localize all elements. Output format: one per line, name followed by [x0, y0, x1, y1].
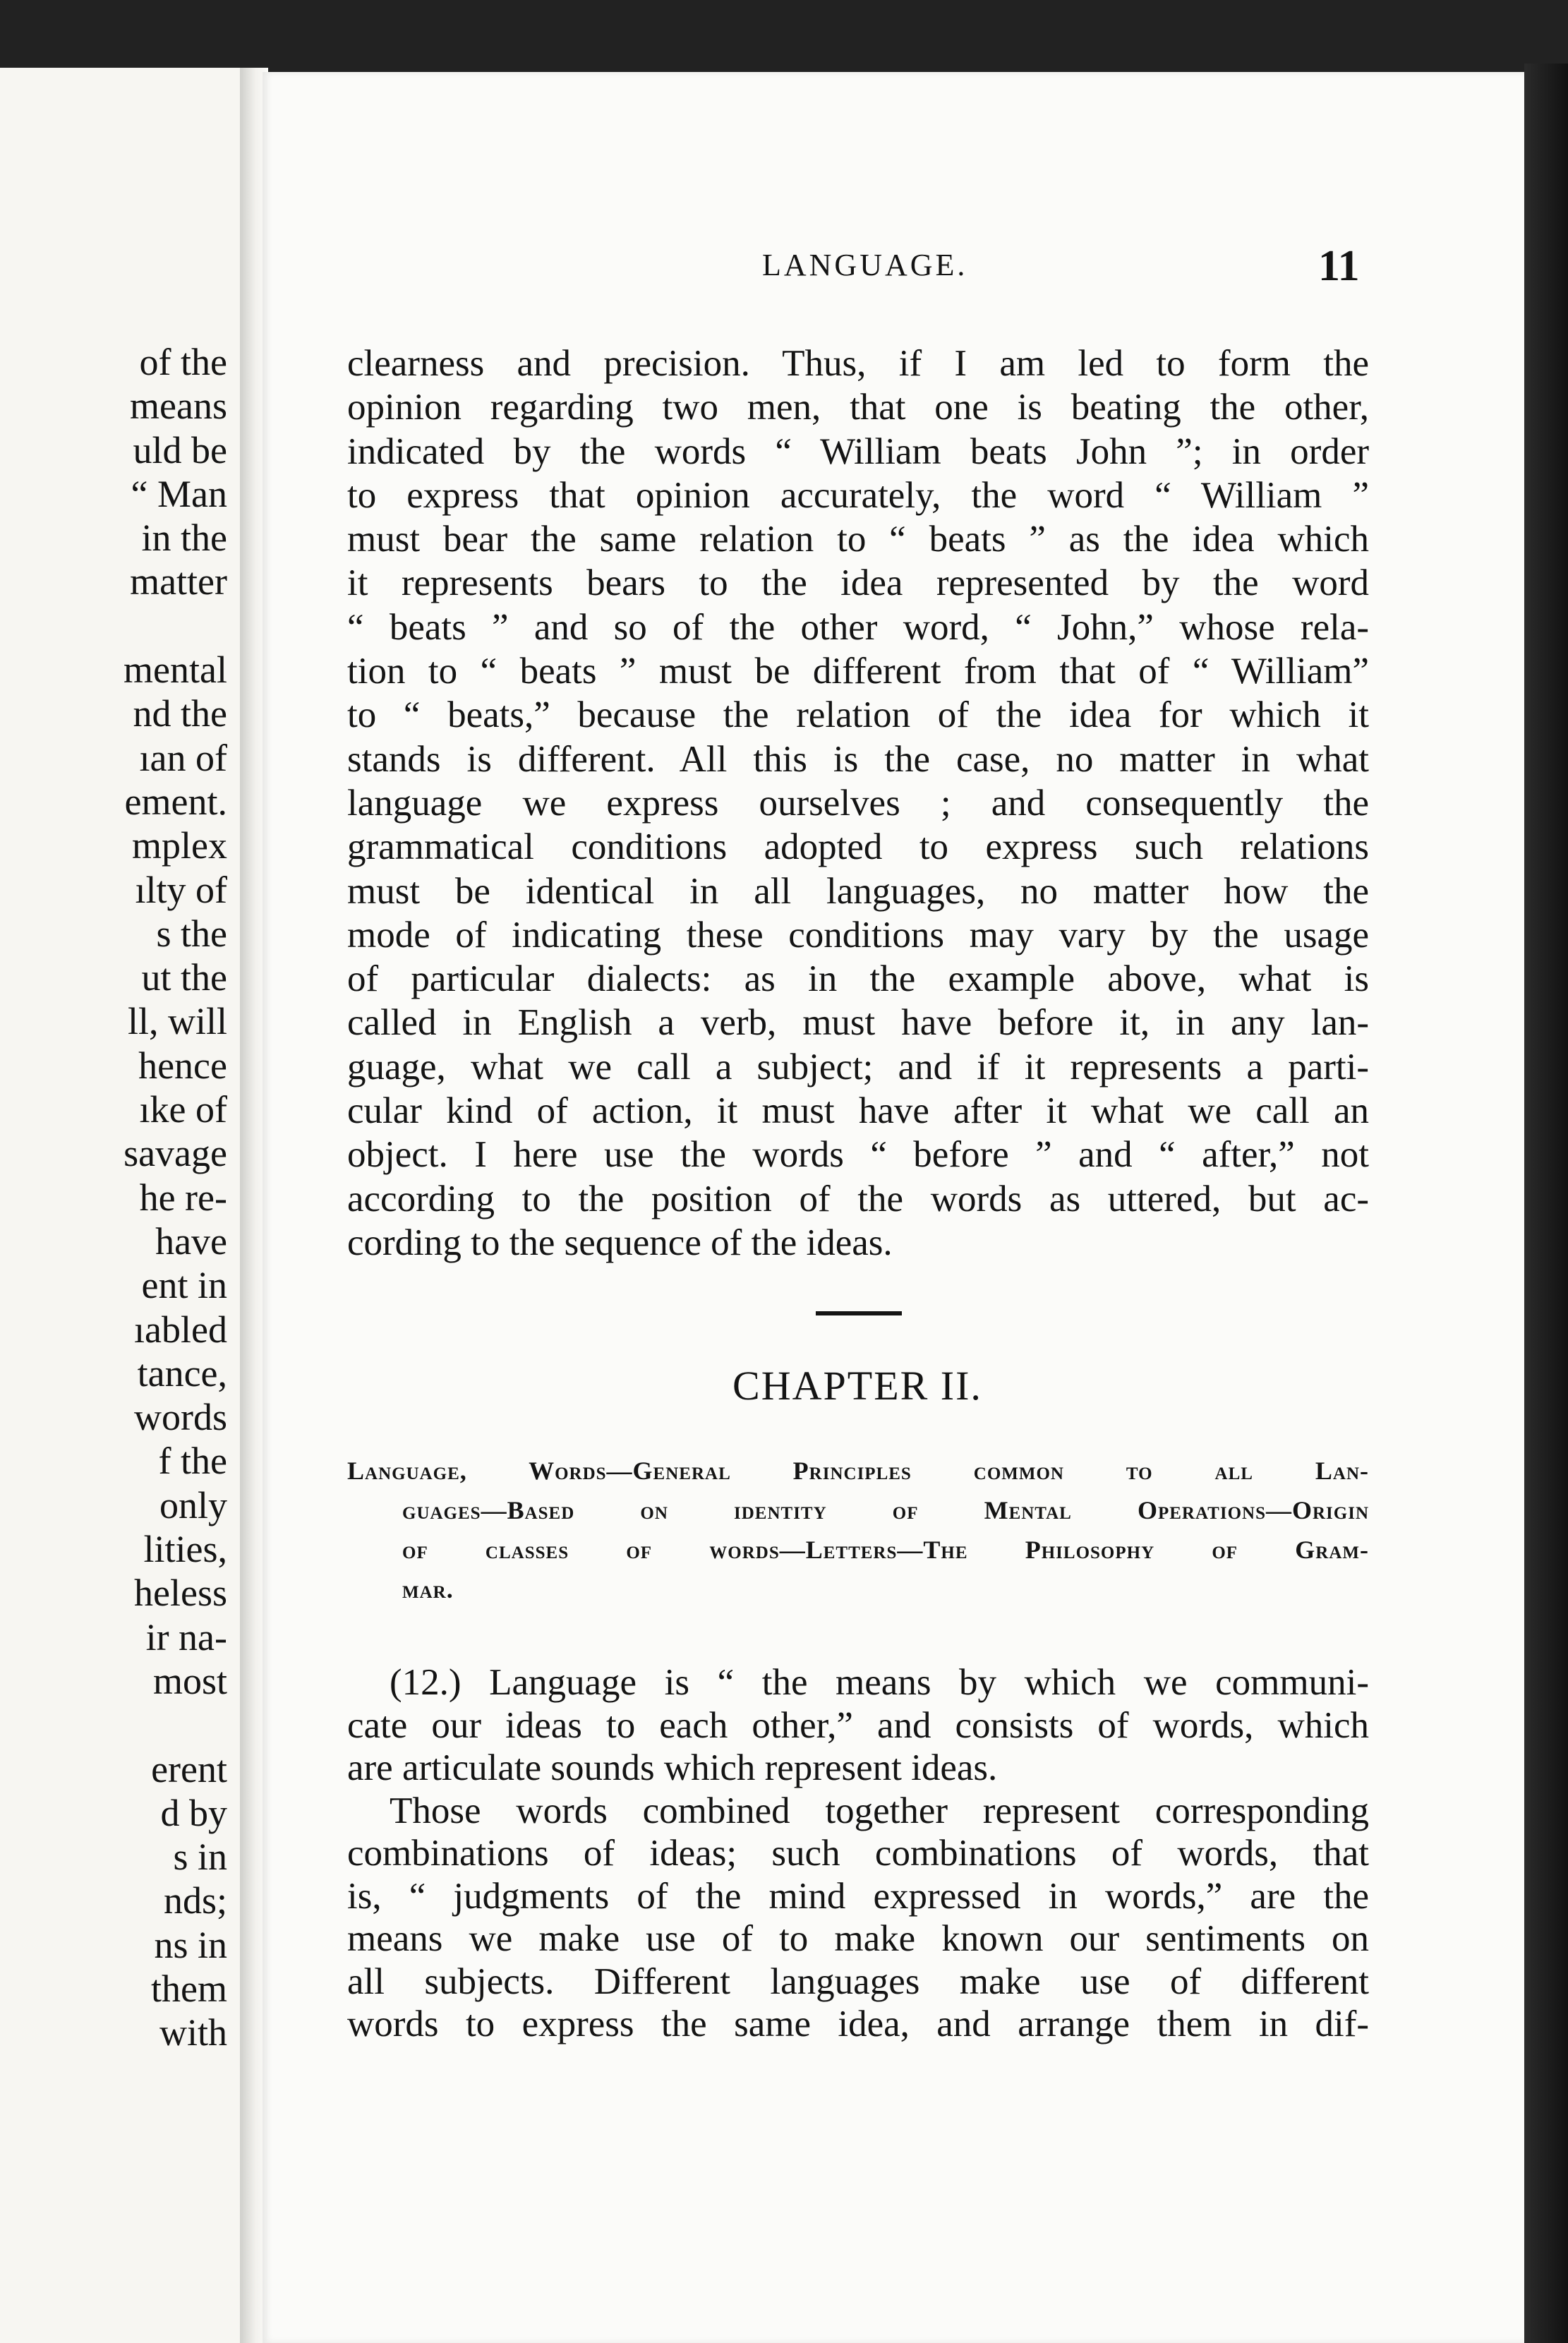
text-line: tion to “ beats ” must be different from that of “ William” — [347, 651, 1369, 692]
fragment-line: ir na- — [145, 1615, 227, 1658]
text-line: object. I here use the words “ before ” and “ after,” not — [347, 1134, 1369, 1176]
fragment-line: tance, — [137, 1351, 227, 1395]
fragment-line: them — [151, 1967, 227, 2010]
text-line: guage, what we call a subject; and if it represents a parti- — [347, 1046, 1369, 1088]
text-line: to “ beats,” because the relation of the idea for which it — [347, 694, 1369, 736]
fragment-line: s in — [173, 1836, 227, 1879]
running-title: LANGUAGE. — [762, 248, 968, 282]
fragment-line: f the — [158, 1440, 227, 1483]
fragment-line: of the — [139, 341, 227, 383]
fragment-line: uld be — [133, 428, 227, 471]
fragment-line: words — [134, 1396, 227, 1439]
synopsis-line: of classes of words—Letters—The Philosophy of Gram- — [402, 1536, 1369, 1564]
text-line: mode of indicating these conditions may vary by the usage — [347, 914, 1369, 956]
fragment-line: most — [152, 1659, 227, 1702]
fragment-line: hence — [138, 1044, 227, 1087]
text-line: it represents bears to the idea represented by the word — [347, 562, 1369, 604]
fragment-line — [123, 1703, 227, 1747]
fragment-line: in the — [141, 517, 227, 560]
text-line: to express that opinion accurately, the word “ William ” — [347, 474, 1369, 516]
text-line: Those words combined together represent corresponding — [390, 1790, 1369, 1831]
fragment-line: ut the — [141, 956, 227, 999]
text-line: stands is different. All this is the case, no matter in what — [347, 738, 1369, 780]
paragraph-continued — [347, 342, 1369, 1265]
fragment-line: ement. — [124, 780, 227, 823]
synopsis-line: mar. — [402, 1575, 454, 1603]
fragment-line: matter — [130, 560, 227, 603]
text-line: must bear the same relation to “ beats ” as the idea which — [347, 519, 1369, 560]
fragment-line: ıan of — [139, 736, 227, 779]
text-line: opinion regarding two men, that one is beating the other, — [347, 387, 1369, 428]
text-line: cate our ideas to each other,” and consists of words, which — [347, 1704, 1369, 1746]
chapter-synopsis — [347, 1451, 1369, 1609]
text-line: combinations of ideas; such combinations of words, that — [347, 1833, 1369, 1874]
text-line: cular kind of action, it must have after it what we call an — [347, 1090, 1369, 1132]
fragment-line: heless — [134, 1572, 227, 1615]
text-line: all subjects. Different languages make use of different — [347, 1960, 1369, 2002]
text-line: grammatical conditions adopted to express such relations — [347, 826, 1369, 868]
fragment-line: only — [159, 1483, 227, 1526]
fragment-line: have — [155, 1219, 227, 1263]
text-line: clearness and precision. Thus, if I am led to form the — [347, 343, 1369, 384]
text-line: cording to the sequence of the ideas. — [347, 1222, 893, 1263]
fragment-line: ent in — [141, 1264, 227, 1307]
fragment-line: means — [130, 385, 227, 428]
fragment-line: ns in — [154, 1923, 227, 1966]
text-line: of particular dialects: as in the example above, what is — [347, 958, 1369, 1000]
fragment-line: “ Man — [131, 472, 227, 515]
fragment-line: lities, — [143, 1528, 227, 1571]
text-line: must be identical in all languages, no matter how the — [347, 870, 1369, 912]
chapter-title: CHAPTER II. — [732, 1363, 982, 1409]
text-line: (12.) Language is “ the means by which we communi- — [390, 1662, 1369, 1703]
text-line: according to the position of the words as uttered, but ac- — [347, 1178, 1369, 1219]
fragment-line: s the — [156, 912, 227, 955]
fragment-line: d by — [160, 1791, 227, 1834]
text-line: indicated by the words “ William beats John ”; in order — [347, 430, 1369, 472]
fragment-line — [123, 604, 227, 648]
text-line: called in English a verb, must have before it, in any lan- — [347, 1002, 1369, 1044]
fragment-line: ılty of — [135, 868, 227, 911]
fragment-line: nds; — [163, 1879, 227, 1922]
text-line: language we express ourselves ; and consequently the — [347, 782, 1369, 824]
fragment-line: with — [159, 2011, 227, 2054]
text-line: is, “ judgments of the mind expressed in words,” are the — [347, 1875, 1369, 1917]
text-line: words to express the same idea, and arrange them in dif- — [347, 2004, 1369, 2044]
fragment-line: ıke of — [139, 1088, 227, 1131]
fragment-line: erent — [151, 1747, 227, 1790]
synopsis-line: guages—Based on identity of Mental Operations—Origin — [402, 1496, 1369, 1524]
synopsis-line: Language, Words—General Principles common to all Lan- — [347, 1457, 1369, 1485]
fragment-line: he re- — [139, 1176, 227, 1219]
section-divider — [816, 1311, 902, 1315]
fragment-line: mplex — [132, 824, 227, 867]
text-line: “ beats ” and so of the other word, “ John,” whose rela- — [347, 606, 1369, 648]
previous-page-fragments — [123, 340, 227, 2055]
fragment-line: ll, will — [127, 1000, 227, 1043]
fragment-line: mental — [123, 649, 227, 692]
page-number: 11 — [1318, 242, 1360, 290]
fragment-line: savage — [123, 1132, 227, 1175]
text-line: are articulate sounds which represent ideas. — [347, 1747, 998, 1788]
page-edge-shadow — [1524, 64, 1568, 2343]
text-line: means we make use of to make known our sentiments on — [347, 1918, 1369, 1959]
fragment-line: ıabled — [134, 1308, 227, 1351]
chapter-body — [347, 1661, 1369, 2046]
previous-page-edge — [0, 68, 247, 2343]
fragment-line: nd the — [133, 692, 227, 735]
